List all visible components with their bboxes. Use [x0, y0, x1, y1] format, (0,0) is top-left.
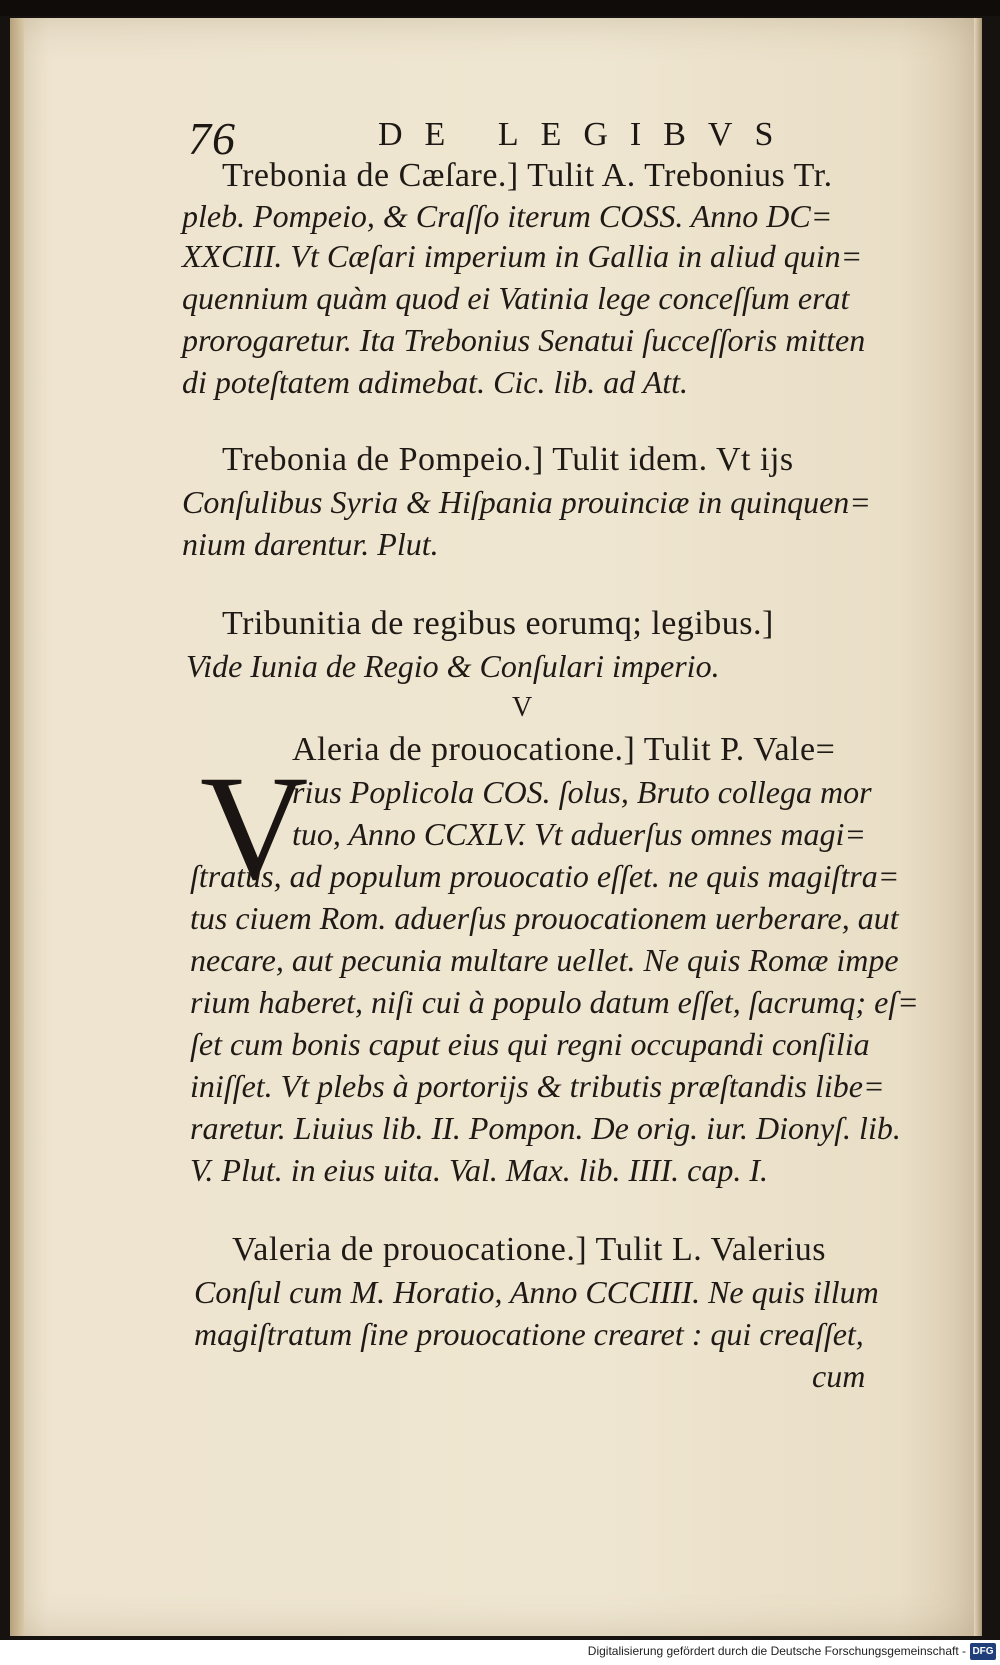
text-line: necare, aut pecunia multare uellet. Ne quis Romæ impe	[190, 942, 899, 978]
page-header-title: DE LEGIBVS	[378, 116, 796, 153]
text-line: prorogaretur. Ita Trebonius Senatui ſucceſſoris mitten	[182, 322, 866, 358]
text-line: Trebonia de Pompeio.] Tulit idem. Vt ijs	[222, 441, 794, 478]
text-line: tus ciuem Rom. aduerſus prouocationem uerberare, aut	[190, 900, 899, 936]
page-number: 76	[188, 113, 236, 164]
text-line: V. Plut. in eius uita. Val. Max. lib. IIII. cap. I.	[190, 1152, 768, 1188]
footer-bar	[0, 1640, 1000, 1665]
footer-credit: Digitalisierung gefördert durch die Deutsche Forschungsgemeinschaft -	[587, 1644, 966, 1658]
text-line: tuo, Anno CCXLV. Vt aduerſus omnes magi=	[292, 816, 866, 852]
text-line: Conſulibus Syria & Hiſpania prouinciæ in quinquen=	[182, 484, 871, 520]
text-line: raretur. Liuius lib. II. Pompon. De orig. iur. Dionyſ. lib.	[190, 1110, 901, 1146]
text-line: rium haberet, niſi cui à populo datum eſſet, ſacrumq; eſ=	[190, 984, 919, 1020]
text-line: quennium quàm quod ei Vatinia lege conceſſum erat	[182, 280, 850, 316]
text-line: Aleria de prouocatione.] Tulit P. Vale=	[292, 731, 836, 768]
text-line: Valeria de prouocatione.] Tulit L. Valerius	[232, 1231, 827, 1268]
drop-capital: V	[200, 745, 309, 911]
text-line: di poteſtatem adimebat. Cic. lib. ad Att.	[182, 364, 689, 400]
section-letter: V	[512, 692, 533, 723]
dfg-logo-icon: DFG	[970, 1643, 996, 1660]
catchword: cum	[812, 1358, 866, 1394]
text-line: magiſtratum ſine prouocatione crearet : qui creaſſet,	[194, 1316, 864, 1352]
text-line: XXCIII. Vt Cæſari imperium in Gallia in aliud quin=	[182, 238, 863, 274]
text-line: ſet cum bonis caput eius qui regni occupandi conſilia	[190, 1026, 870, 1062]
text-line: ſtratus, ad populum prouocatio eſſet. ne quis magiſtra=	[190, 858, 900, 894]
text-line: Conſul cum M. Horatio, Anno CCCIIII. Ne quis illum	[194, 1274, 879, 1310]
text-line: Trebonia de Cæſare.] Tulit A. Trebonius Tr.	[222, 157, 833, 194]
text-line: pleb. Pompeio, & Craſſo iterum COSS. Anno DC=	[182, 198, 833, 234]
text-line: nium darentur. Plut.	[182, 526, 439, 562]
text-line: iniſſet. Vt plebs à portorijs & tributis præſtandis libe=	[190, 1068, 885, 1104]
text-line: Vide Iunia de Regio & Conſulari imperio.	[186, 648, 720, 684]
text-line: Tribunitia de regibus eorumq; legibus.]	[222, 605, 774, 642]
text-line: rius Poplicola COS. ſolus, Bruto collega mor	[292, 774, 872, 810]
